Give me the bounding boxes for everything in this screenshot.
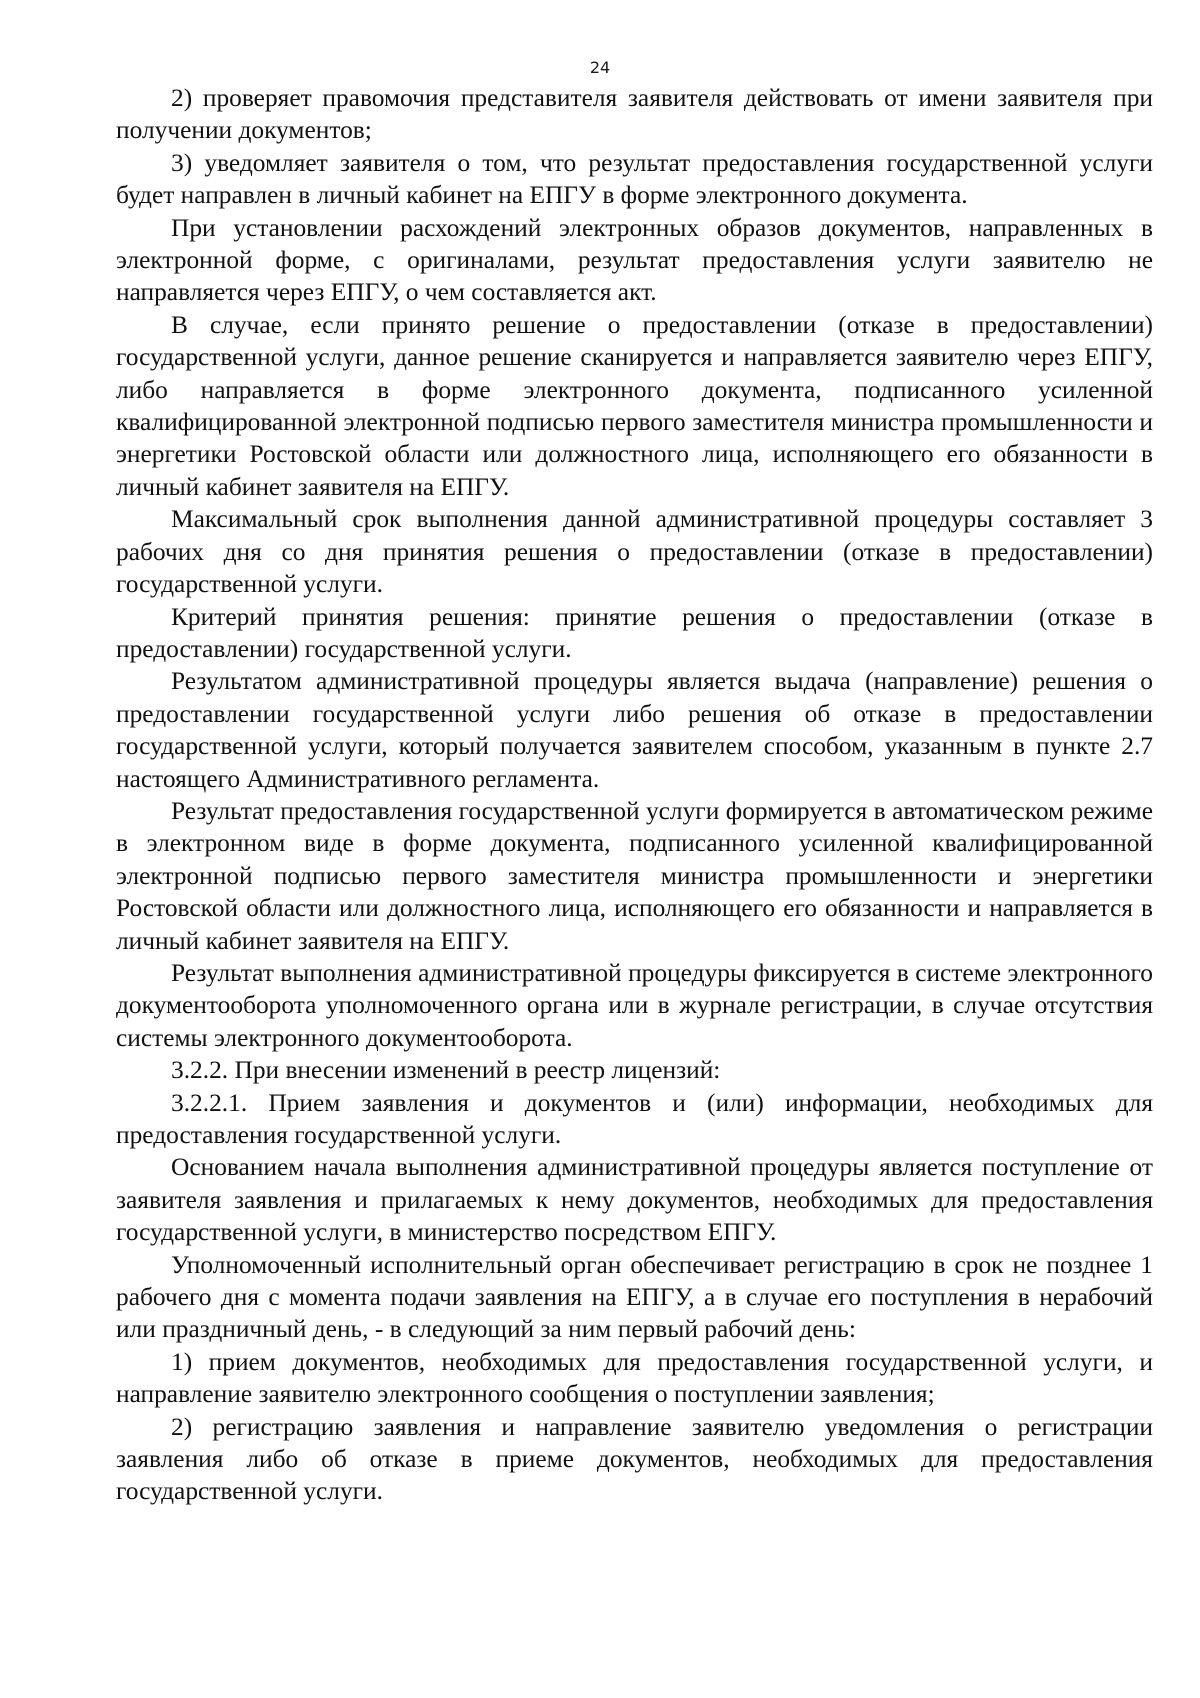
list-item: 2) регистрацию заявления и направление заявителю уведомления о регистрации заявления либо об отказе в приеме документов, необходимых для предоставления государственной услуги. [116,1412,1153,1506]
paragraph: 2) проверяет правомочия представителя заявителя действовать от имени заявителя при получении документов; [116,84,1153,145]
page-number: 24 [589,58,611,77]
paragraph: Результат выполнения административной процедуры фиксируется в системе электронного документооборота уполномоченного органа или в журнале регистрации, в случае отсутствия системы электронного документооборота. [116,958,1153,1052]
paragraph: В случае, если принято решение о предоставлении (отказе в предоставлении) государственной услуги, данное решение сканируется и направляется заявителю через ЕПГУ, либо направляется в форме электронного документа, подписанного усиленной квалифицированной электронной подписью первого заместителя министра промышленности и энергетики Ростовской области или должностного лица, исполняющего его обязанности в личный кабинет заявителя на ЕПГУ. [116,310,1153,501]
paragraph: Результат предоставления государственной услуги формируется в автоматическом режиме в электронном виде в форме документа, подписанного усиленной квалифицированной электронной подписью первого заместителя министра промышленности и энергетики Ростовской области или должностного лица, исполняющего его обязанности и направляется в личный кабинет заявителя на ЕПГУ. [116,796,1153,955]
paragraph: При установлении расхождений электронных образов документов, направленных в электронной форме, с оригиналами, результат предоставления услуги заявителю не направляется через ЕПГУ, о чем составляется акт. [116,213,1153,307]
paragraph: 3) уведомляет заявителя о том, что результат предоставления государственной услуги будет направлен в личный кабинет на ЕПГУ в форме электронного документа. [116,148,1153,210]
paragraph: Критерий принятия решения: принятие решения о предоставлении (отказе в предоставлении) государственной услуги. [116,602,1153,663]
document-body [116,82,1153,1508]
subsection-heading: 3.2.2.1. Прием заявления и документов и (или) информации, необходимых для предоставления государственной услуги. [116,1088,1153,1149]
paragraph: Максимальный срок выполнения данной административной процедуры составляет 3 рабочих дня со дня принятия решения о предоставлении (отказе в предоставлении) государственной услуги. [116,505,1153,599]
list-item: 1) прием документов, необходимых для предоставления государственной услуги, и направление заявителю электронного сообщения о поступлении заявления; [116,1347,1153,1409]
paragraph: Основанием начала выполнения административной процедуры является поступление от заявителя заявления и прилагаемых к нему документов, необходимых для предоставления государственной услуги, в министерство посредством ЕПГУ. [116,1153,1153,1247]
paragraph: Результатом административной процедуры является выдача (направление) решения о предоставлении государственной услуги либо решения об отказе в предоставлении государственной услуги, который получается заявителем способом, указанным в пункте 2.7 настоящего Административного регламента. [116,667,1153,793]
section-heading: 3.2.2. При внесении изменений в реестр лицензий: [171,1056,721,1085]
paragraph: Уполномоченный исполнительный орган обеспечивает регистрацию в срок не позднее 1 рабочего дня с момента подачи заявления на ЕПГУ, а в случае его поступления в нерабочий или праздничный день, - в следующий за ним первый рабочий день: [116,1250,1153,1344]
